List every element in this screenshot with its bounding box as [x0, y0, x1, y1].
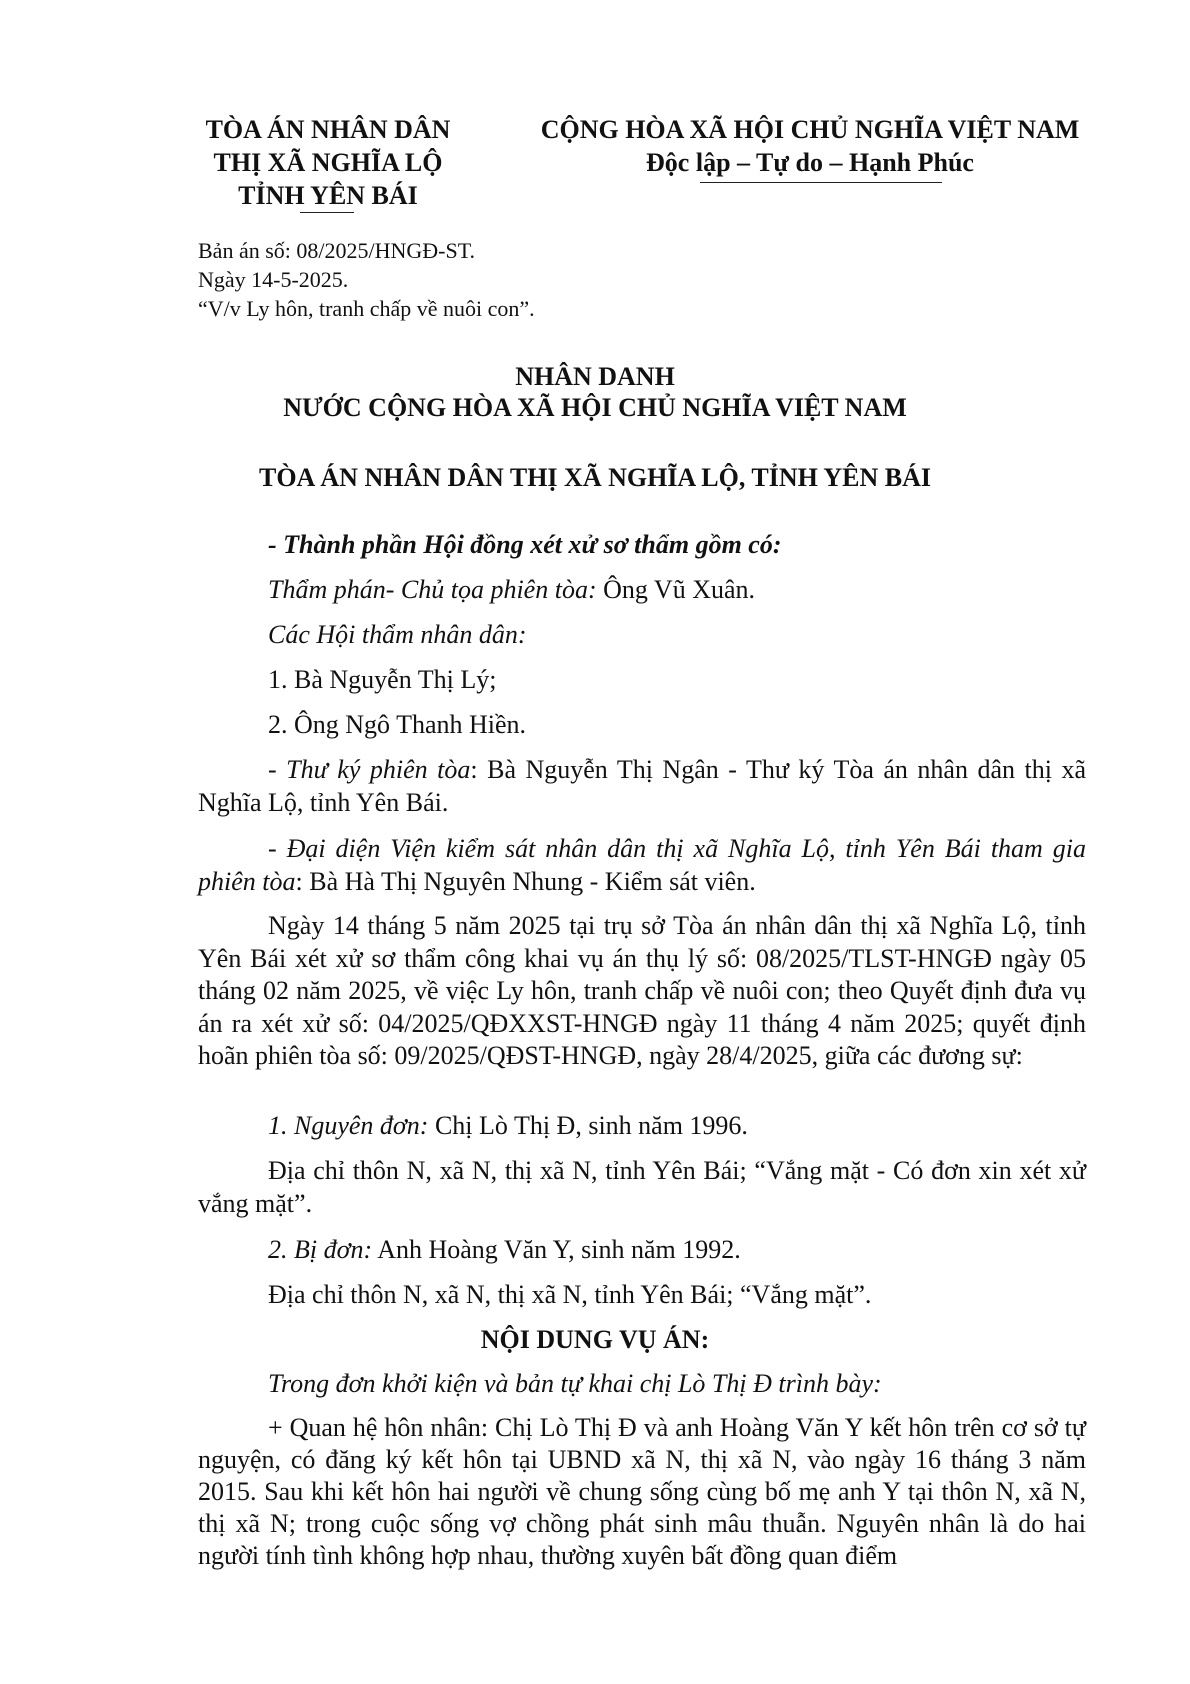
- national-header: [530, 113, 1090, 179]
- panel-heading: - Thành phần Hội đồng xét xử sơ thẩm gồm có:: [268, 530, 782, 559]
- assessors-label: Các Hội thẩm nhân dân:: [268, 620, 527, 649]
- hearing-paragraph: Ngày 14 tháng 5 năm 2025 tại trụ sở Tòa án nhân dân thị xã Nghĩa Lộ, tỉnh Yên Bái xét xử sơ thẩm công khai vụ án thụ lý số: 08/2025/TLST-HNGĐ ngày 05 tháng 02 năm 2025, về việc Ly hôn, tranh chấp về nuôi con; theo Quyết định đưa vụ án ra xét xử số: 04/2025/QĐXXST-HNGĐ ngày 11 tháng 4 năm 2025; quyết định hoãn phiên tòa số: 09/2025/QĐST-HNGĐ, ngày 28/4/2025, giữa các đương sự:: [198, 911, 1086, 1070]
- procuracy-text: : Bà Hà Thị Nguyên Nhung - Kiểm sát viên.: [295, 867, 756, 896]
- content-intro: Trong đơn khởi kiện và bản tự khai chị Lò Thị Đ trình bày:: [268, 1369, 882, 1398]
- court-header-underline: [300, 212, 354, 213]
- clerk-text: : Bà Nguyễn Thị Ngân - Thư ký Tòa án nhân dân thị xã Nghĩa Lộ, tỉnh Yên Bái.: [198, 755, 1086, 817]
- defendant-line: [268, 1233, 1156, 1266]
- defendant-name: Anh Hoàng Văn Y, sinh năm 1992.: [372, 1235, 741, 1264]
- plaintiff-label: 1. Nguyên đơn:: [268, 1111, 429, 1140]
- assessor-2: 2. Ông Ngô Thanh Hiền.: [268, 710, 527, 739]
- nation-line-2: Độc lập – Tự do – Hạnh Phúc: [646, 148, 974, 177]
- marriage-paragraph: + Quan hệ hôn nhân: Chị Lò Thị Đ và anh Hoàng Văn Y kết hôn trên cơ sở tự nguyện, có đăng ký kết hôn tại UBND xã N, thị xã N, vào ngày 16 tháng 3 năm 2015. Sau khi kết hôn hai người về chung sống cùng bố mẹ anh Y tại thôn N, xã N, thị xã N; trong cuộc sống vợ chồng phát sinh mâu thuẫn. Nguyên nhân là do hai người tính tình không hợp nhau, thường xuyên bất đồng quan điểm: [198, 1413, 1086, 1570]
- national-header-underline: [700, 182, 942, 183]
- court-header: [168, 113, 488, 212]
- case-meta: [198, 236, 798, 323]
- case-subject: “V/v Ly hôn, tranh chấp về nuôi con”.: [198, 296, 535, 321]
- judge-name: Ông Vũ Xuân.: [596, 575, 756, 604]
- plaintiff-line: [268, 1109, 1156, 1142]
- clerk-paragraph: [198, 753, 1086, 819]
- judge-label: Thẩm phán- Chủ tọa phiên tòa:: [268, 575, 597, 604]
- assessor-1: 1. Bà Nguyễn Thị Lý;: [268, 665, 497, 694]
- defendant-label: 2. Bị đơn:: [268, 1235, 373, 1264]
- procuracy-label: - Đại diện Viện kiểm sát nhân dân thị xã Nghĩa Lộ, tỉnh Yên Bái tham gia phiên tòa: [198, 834, 1086, 896]
- title-in-name: NHÂN DANH: [515, 362, 675, 391]
- judge-line: [268, 573, 1156, 606]
- court-line-3: TỈNH YÊN BÁI: [238, 181, 418, 210]
- plaintiff-address: Địa chỉ thôn N, xã N, thị xã N, tỉnh Yên Bái; “Vắng mặt - Có đơn xin xét xử vắng mặt”.: [198, 1156, 1086, 1218]
- nation-line-1: CỘNG HÒA XÃ HỘI CHỦ NGHĨA VIỆT NAM: [540, 115, 1080, 144]
- content-heading: NỘI DUNG VỤ ÁN:: [480, 1325, 710, 1354]
- title-court: TÒA ÁN NHÂN DÂN THỊ XÃ NGHĨA LỘ, TỈNH YÊN BÁI: [258, 463, 931, 492]
- clerk-label: - Thư ký phiên tòa: [268, 755, 471, 784]
- case-date: Ngày 14-5-2025.: [198, 267, 349, 292]
- court-line-1: TÒA ÁN NHÂN DÂN: [205, 115, 451, 144]
- case-number: Bản án số: 08/2025/HNGĐ-ST.: [198, 238, 476, 263]
- defendant-address: Địa chỉ thôn N, xã N, thị xã N, tỉnh Yên Bái; “Vắng mặt”.: [268, 1280, 872, 1309]
- title-republic: NƯỚC CỘNG HÒA XÃ HỘI CHỦ NGHĨA VIỆT NAM: [283, 393, 907, 422]
- court-line-2: THỊ XÃ NGHĨA LỘ: [213, 148, 443, 177]
- plaintiff-name: Chị Lò Thị Đ, sinh năm 1996.: [428, 1111, 748, 1140]
- procuracy-paragraph: [198, 832, 1086, 898]
